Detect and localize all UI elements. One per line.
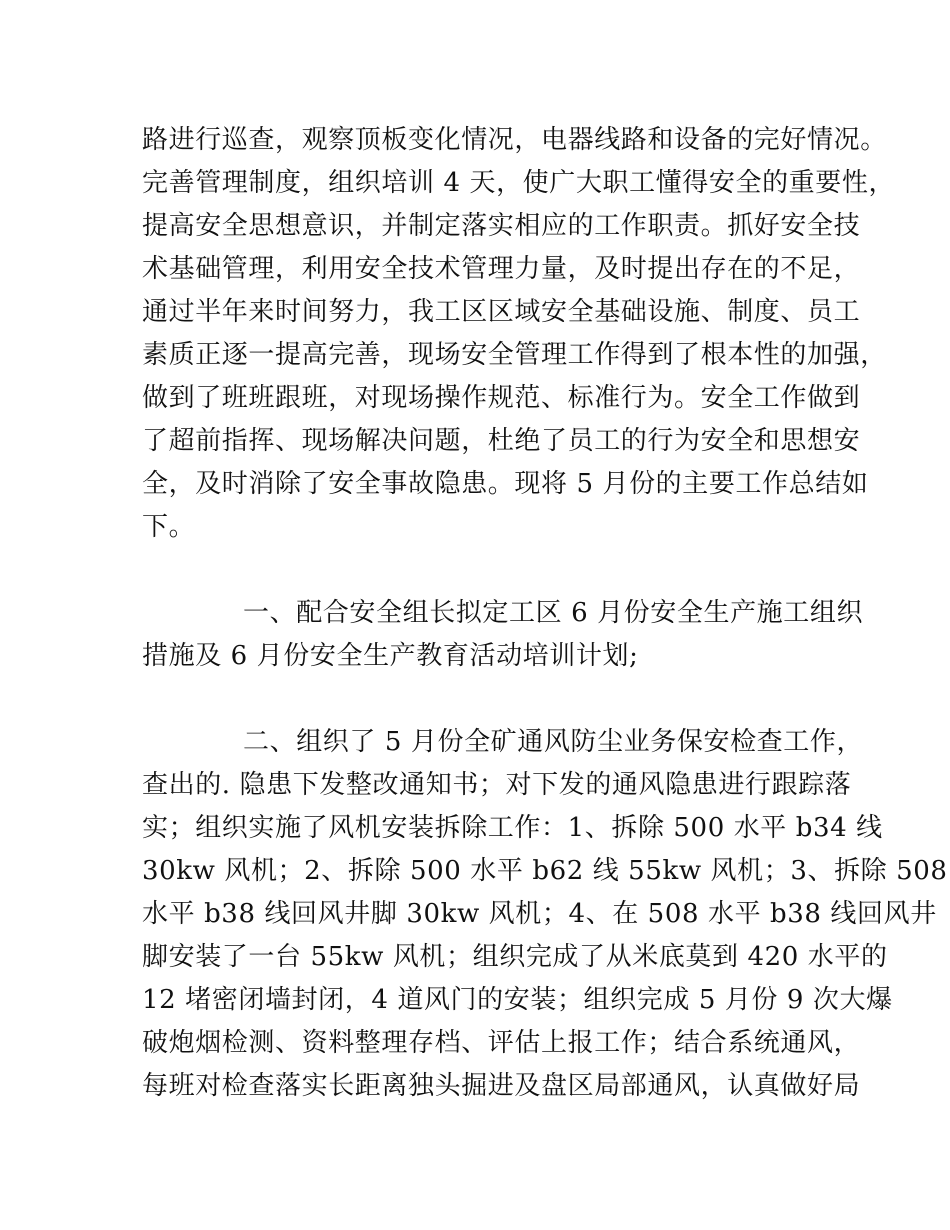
- paragraph-1-line-3: 提高安全思想意识，并制定落实相应的工作职责。抓好安全技: [142, 211, 861, 241]
- paragraph-1-line-5: 通过半年来时间努力，我工区区域安全基础设施、制度、员工: [142, 297, 861, 327]
- paragraph-3-line-8: 破炮烟检测、资料整理存档、评估上报工作；结合系统通风，: [142, 1028, 861, 1058]
- paragraph-1-line-10: 下。: [142, 512, 196, 542]
- paragraph-1-line-9: 全，及时消除了安全事故隐患。现将 5 月份的主要工作总结如: [142, 469, 869, 499]
- paragraph-1-line-1: 路进行巡查，观察顶板变化情况，电器线路和设备的完好情况。: [142, 125, 887, 155]
- paragraph-1-line-4: 术基础管理，利用安全技术管理力量，及时提出存在的不足，: [142, 254, 861, 284]
- paragraph-1-line-8: 了超前指挥、现场解决问题，杜绝了员工的行为安全和思想安: [142, 426, 861, 456]
- paragraph-3-line-1: 二、组织了 5 月份全矿通风防尘业务保安检查工作，: [243, 727, 864, 757]
- paragraph-3-line-7: 12 堵密闭墙封闭，4 道风门的安装；组织完成 5 月份 9 次大爆: [142, 985, 893, 1015]
- paragraph-1-line-6: 素质正逐一提高完善，现场安全管理工作得到了根本性的加强，: [142, 340, 887, 370]
- paragraph-3-line-4: 30kw 风机；2、拆除 500 水平 b62 线 55kw 风机；3、拆除 508: [142, 856, 948, 886]
- paragraph-3-line-3: 实；组织实施了风机安装拆除工作：1、拆除 500 水平 b34 线: [142, 813, 883, 843]
- paragraph-3-line-2: 查出的. 隐患下发整改通知书；对下发的通风隐患进行跟踪落: [142, 770, 852, 800]
- paragraph-1-line-2: 完善管理制度，组织培训 4 天，使广大职工懂得安全的重要性，: [142, 168, 896, 198]
- paragraph-1-line-7: 做到了班班跟班，对现场操作规范、标准行为。安全工作做到: [142, 383, 861, 413]
- paragraph-3-line-5: 水平 b38 线回风井脚 30kw 风机；4、在 508 水平 b38 线回风井: [142, 899, 937, 929]
- paragraph-3-line-6: 脚安装了一台 55kw 风机；组织完成了从米底莫到 420 水平的: [142, 942, 888, 972]
- paragraph-2-line-2: 措施及 6 月份安全生产教育活动培训计划;: [142, 641, 639, 671]
- paragraph-3-line-9: 每班对检查落实长距离独头掘进及盘区局部通风，认真做好局: [142, 1071, 861, 1101]
- paragraph-2-line-1: 一、配合安全组长拟定工区 6 月份安全生产施工组织: [243, 598, 864, 628]
